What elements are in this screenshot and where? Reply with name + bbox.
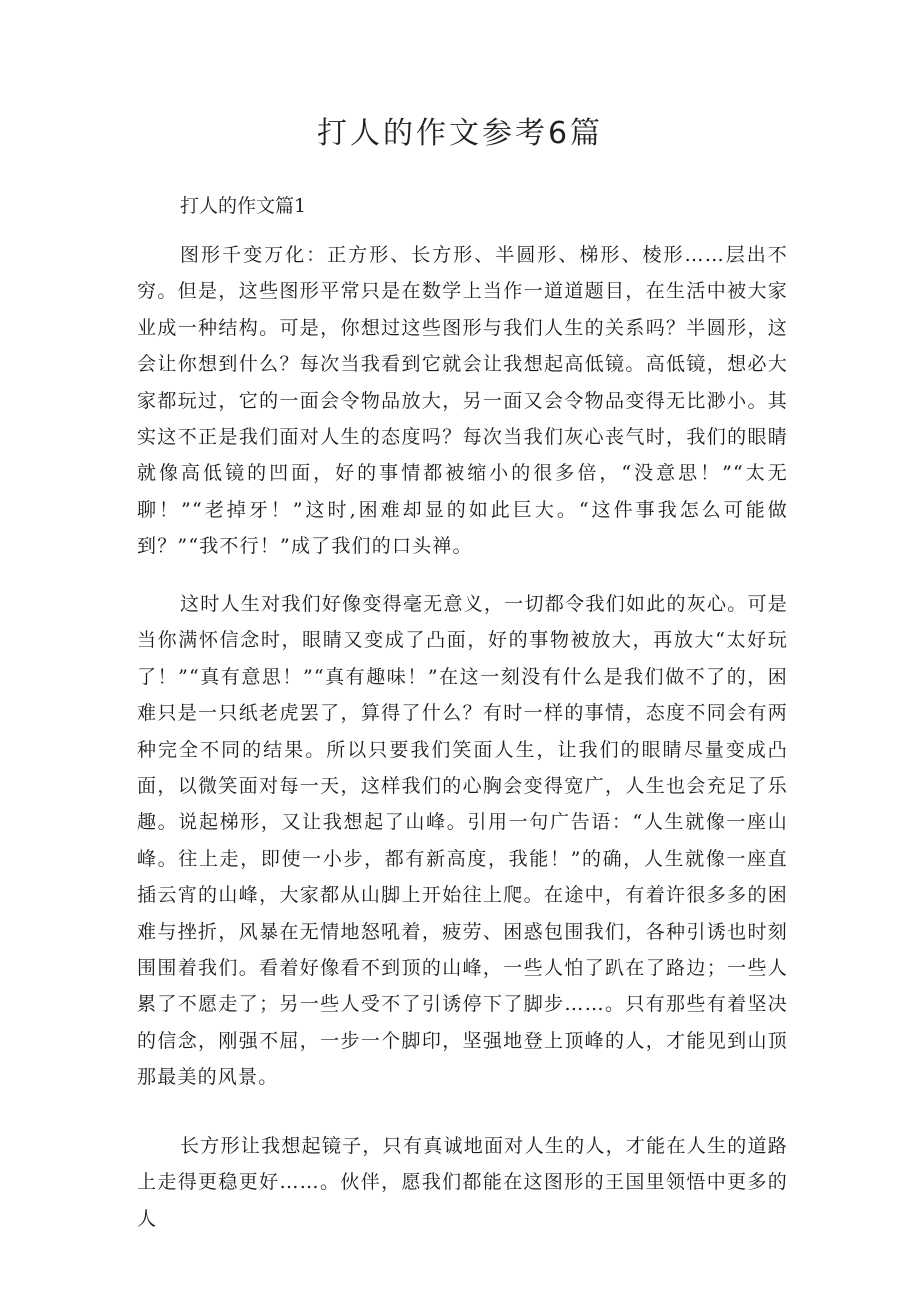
paragraph-1: 图形千变万化：正方形、长方形、半圆形、梯形、棱形……层出不穷。但是，这些图形平常只是在数学上当作一道道题目，在生活中被大家业成一种结构。可是，你想过这些图形与我们人生的关系吗？半圆形，这会让你想到什么？每次当我看到它就会让我想起高低镜。高低镜，想必大家都玩过，它的一面会令物品放大，另一面又会令物品变得无比渺小。其实这不正是我们面对人生的态度吗？每次当我们灰心丧气时，我们的眼睛就像高低镜的凹面，好的事情都被缩小的很多倍，“没意思！”“太无聊！”“老掉牙！”这时,困难却显的如此巨大。“这件事我怎么可能做到？”“我不行！”成了我们的口头禅。 xyxy=(137,244,788,558)
document-title: 打人的作文参考6篇 xyxy=(316,116,604,151)
section-heading: 打人的作文篇1 xyxy=(180,195,307,217)
paragraph-3: 长方形让我想起镜子，只有真诚地面对人生的人，才能在人生的道路上走得更稳更好……。伙伴，愿我们都能在这图形的王国里领悟中更多的人 xyxy=(137,1135,788,1230)
paragraph-2: 这时人生对我们好像变得毫无意义，一切都令我们如此的灰心。可是当你满怀信念时，眼睛又变成了凸面，好的事物被放大，再放大“太好玩了！”“真有意思！”“真有趣味！”在这一刻没有什么是我们做不了的，困难只是一只纸老虎罢了，算得了什么？有时一样的事情，态度不同会有两种完全不同的结果。所以只要我们笑面人生，让我们的眼睛尽量变成凸面，以微笑面对每一天，这样我们的心胸会变得宽广，人生也会充足了乐趣。说起梯形，又让我想起了山峰。引用一句广告语：“人生就像一座山峰。往上走，即使一小步，都有新高度，我能！”的确，人生就像一座直插云宵的山峰，大家都从山脚上开始往上爬。在途中，有着许很多多的困难与挫折，风暴在无情地怒吼着，疲劳、困惑包围我们，各种引诱也时刻围围着我们。看着好像看不到顶的山峰，一些人怕了趴在了路边；一些人累了不愿走了；另一些人受不了引诱停下了脚步……。只有那些有着坚决的信念，刚强不屈，一步一个脚印，坚强地登上顶峰的人，才能见到山顶那最美的风景。 xyxy=(137,593,788,1089)
